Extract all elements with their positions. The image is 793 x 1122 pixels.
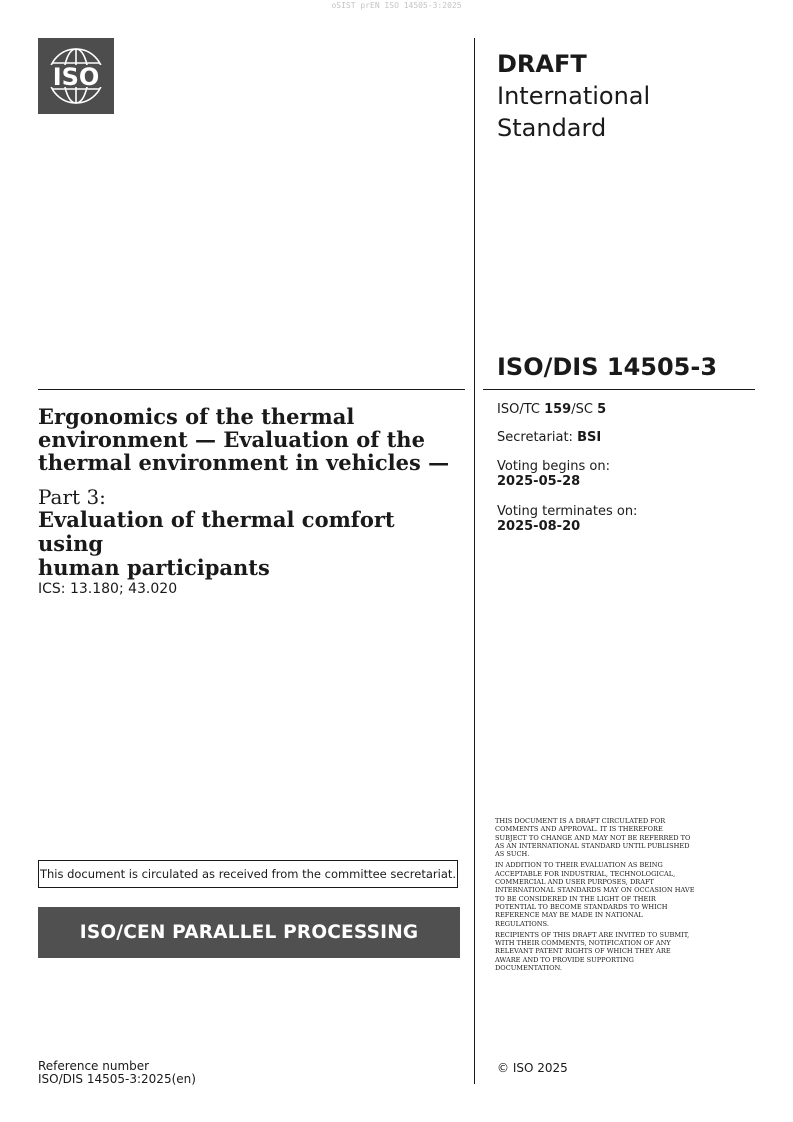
reference-number	[38, 1060, 196, 1086]
main-title-line-2: environment — Evaluation of the	[38, 427, 425, 452]
draft-heading	[497, 48, 757, 144]
voting-begins-label: Voting begins on:	[497, 459, 611, 474]
part-label: Part 3:	[38, 485, 106, 509]
committee-reference	[497, 402, 747, 417]
disclaimer-paragraph-1: THIS DOCUMENT IS A DRAFT CIRCULATED FOR COMMENTS AND APPROVAL. IT IS THEREFORE SUBJECT TO CHANGE AND MAY NOT BE REFERRED TO AS AN INTERNATIONAL STANDARD UNTIL PUBLISHED AS SUCH.	[495, 817, 691, 859]
standard-number: ISO/DIS 14505-3	[497, 353, 718, 381]
tc-prefix: ISO/TC	[497, 402, 545, 417]
document-title	[38, 405, 463, 580]
sc-prefix: /SC	[571, 402, 598, 417]
standard-label: Standard	[497, 114, 607, 142]
watermark: oSIST prEN ISO 14505-3:2025	[331, 1, 462, 10]
parallel-processing-banner: ISO/CEN PARALLEL PROCESSING	[38, 907, 460, 958]
iso-logo-icon	[38, 38, 114, 114]
voting-begins-date: 2025-05-28	[497, 474, 581, 489]
voting-terminates-label: Voting terminates on:	[497, 504, 638, 519]
copyright: © ISO 2025	[497, 1061, 568, 1075]
horizontal-rule-left	[38, 389, 465, 390]
tc-number: 159	[544, 402, 572, 417]
voting-begins	[497, 459, 747, 489]
part-title-line-2: human participants	[38, 555, 270, 580]
draft-label: DRAFT	[497, 50, 587, 78]
reference-label: Reference number	[38, 1059, 150, 1073]
main-title-line-1: Ergonomics of the thermal	[38, 404, 355, 429]
disclaimer-paragraph-3: RECIPIENTS OF THIS DRAFT ARE INVITED TO SUBMIT, WITH THEIR COMMENTS, NOTIFICATION OF ANY RELEVANT PATENT RIGHTS OF WHICH THEY ARE AWARE AND TO PROVIDE SUPPORTING DOCUMENTATION.	[495, 930, 690, 973]
reference-value: ISO/DIS 14505-3:2025(en)	[38, 1072, 196, 1086]
part-title-line-1: Evaluation of thermal comfort using	[38, 507, 395, 556]
ics-codes: ICS: 13.180; 43.020	[38, 581, 178, 597]
draft-disclaimer	[495, 817, 695, 975]
main-title-line-3: thermal environment in vehicles —	[38, 450, 450, 475]
logo-text: ISO	[52, 63, 100, 91]
disclaimer-paragraph-2: IN ADDITION TO THEIR EVALUATION AS BEING ACCEPTABLE FOR INDUSTRIAL, TECHNOLOGICAL, COMMERCIAL AND USER PURPOSES, DRAFT INTERNATIONAL STANDARDS MAY ON OCCASION HAVE TO BE CONSIDERED IN THE LIGHT OF THEIR POTENTIAL TO BECOME STANDARDS TO WHICH REFERENCE MAY BE MADE IN NATIONAL REGULATIONS.	[495, 861, 695, 928]
secretariat-value: BSI	[577, 430, 602, 445]
horizontal-rule-right	[483, 389, 755, 390]
voting-terminates-date: 2025-08-20	[497, 519, 581, 534]
voting-terminates	[497, 504, 747, 534]
international-label: International	[497, 82, 651, 110]
main-title	[38, 405, 463, 474]
sc-number: 5	[597, 402, 607, 417]
secretariat	[497, 430, 747, 445]
part-title	[38, 508, 463, 580]
circulation-notice: This document is circulated as received from the committee secretariat.	[38, 860, 458, 888]
vertical-divider	[474, 38, 475, 1084]
secretariat-label: Secretariat:	[497, 430, 578, 445]
